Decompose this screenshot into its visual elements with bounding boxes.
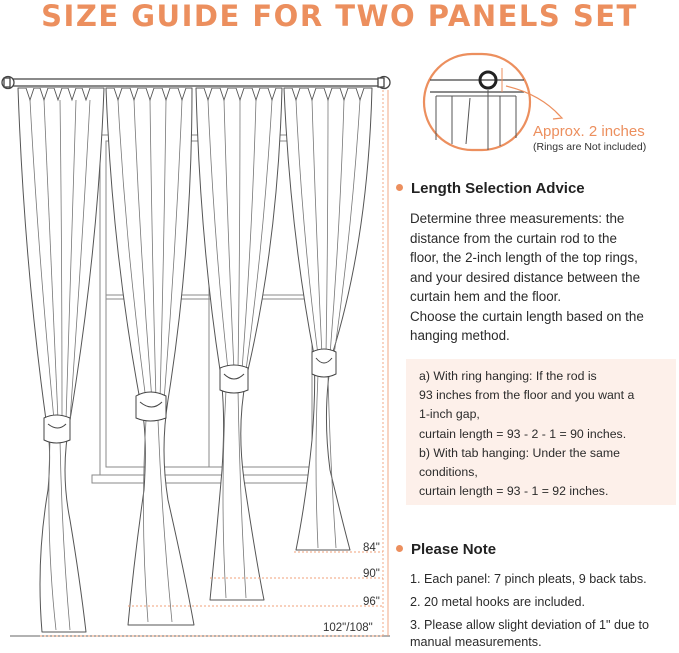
ring-length-label: Approx. 2 inches	[533, 123, 645, 140]
please-note-heading	[396, 541, 496, 558]
length-advice-heading	[396, 180, 585, 197]
advice-line: curtain hem and the floor.	[410, 289, 562, 304]
bullet-dot-icon	[396, 545, 403, 552]
note-item-line: 3. Please allow slight deviation of 1" due to	[410, 618, 650, 632]
notes-list	[410, 568, 679, 651]
note-item: 2. 20 metal hooks are included.	[410, 595, 586, 609]
example-line: b) With tab hanging: Under the same	[419, 445, 620, 460]
example-line: a) With ring hanging: If the rod is	[419, 369, 597, 383]
note-item-line: manual measurements.	[410, 635, 542, 649]
note-item: 1. Each panel: 7 pinch pleats, 9 back tabs.	[410, 572, 647, 586]
example-line: curtain length = 93 - 2 - 1 = 90 inches.	[419, 426, 627, 441]
length-label-96: 96"	[363, 596, 380, 608]
advice-line: floor, the 2-inch length of the top rings,	[410, 250, 638, 265]
length-label-90: 90"	[363, 568, 380, 580]
length-label-102-108: 102"/108"	[323, 622, 373, 634]
tiebacks	[44, 349, 336, 443]
page-title: SIZE GUIDE FOR TWO PANELS SET	[41, 0, 638, 33]
example-line: 93 inches from the floor and you want a	[419, 388, 635, 403]
example-line: curtain length = 93 - 1 = 92 inches.	[419, 484, 609, 499]
please-note-title: Please Note	[411, 541, 497, 558]
example-line: 1-inch gap,	[419, 407, 480, 422]
example-box	[406, 359, 676, 505]
advice-line: hanging method.	[410, 328, 510, 343]
length-advice-title: Length Selection Advice	[411, 180, 585, 197]
advice-line: and your desired distance between the	[410, 269, 641, 285]
length-label-84: 84"	[363, 542, 380, 554]
rings-note: (Rings are Not included)	[533, 141, 647, 153]
note-item	[410, 617, 679, 651]
advice-line: Determine three measurements: the	[410, 211, 625, 226]
bullet-dot-icon	[396, 184, 403, 191]
length-advice-text	[410, 209, 679, 346]
ring-detail-inset	[424, 54, 530, 150]
example-line: conditions,	[419, 465, 478, 480]
curtain-rod	[2, 77, 390, 89]
advice-line: distance from the curtain rod to the	[410, 230, 617, 246]
advice-line: Choose the curtain length based on the	[410, 308, 644, 324]
